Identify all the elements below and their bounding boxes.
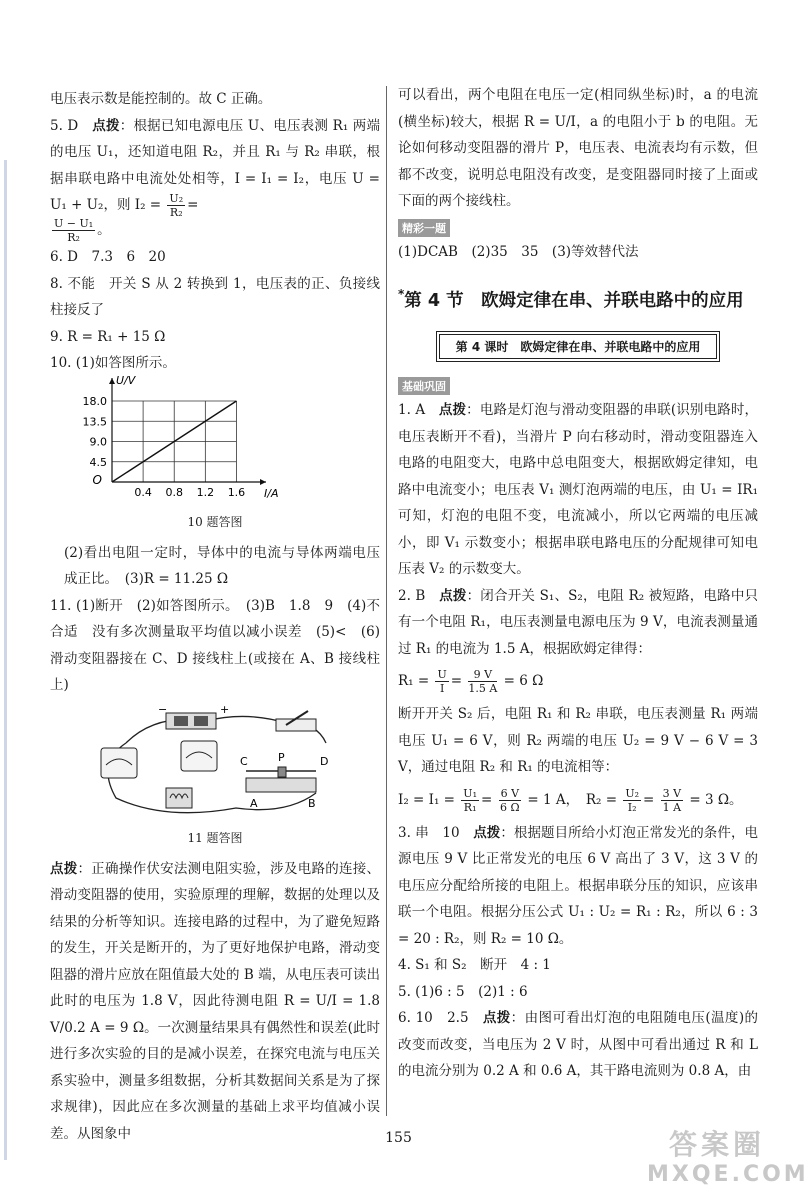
y-tick-label: 13.5 bbox=[82, 414, 107, 428]
eq-text: = 1 A， R₂ = bbox=[527, 791, 618, 808]
answer-11: 11. (1)断开 (2)如答图所示。 (3)B 1.8 9 (4)不合适 没有多次测量取平均值以减小误差 (5)< (6)滑动变阻器接在 C、D 接线柱上(或接在 A、B 接线柱上) bbox=[50, 597, 380, 693]
equation-1 bbox=[398, 668, 758, 695]
terminal-label: + bbox=[220, 702, 230, 716]
answer-3 bbox=[398, 820, 758, 953]
tip-label: 点拨 bbox=[92, 117, 120, 134]
fraction bbox=[661, 787, 683, 814]
answer-label: 2. B bbox=[398, 587, 426, 604]
section-title bbox=[398, 287, 758, 312]
answer-text: ：根据已知电源电压 U、电压表测 R₁ 两端的电压 U₁，还知道电阻 R₂，并且 R₁ 与 R₂ 串联，根据串联电路中电流处处相等，I = I₁ = I₂，电压 U = U₁ + U₂，则 I₂ = bbox=[50, 117, 381, 213]
answer-10-cont: (2)看出电阻一定时，导体中的电流与导体两端电压成正比。 (3)R = 11.25 Ω bbox=[64, 544, 380, 587]
terminal-label: − bbox=[158, 702, 168, 716]
answer-label: 1. A bbox=[398, 402, 426, 418]
equals: = bbox=[187, 197, 199, 213]
answer-5-cont bbox=[50, 217, 380, 244]
answer-6 bbox=[398, 1005, 758, 1085]
answer-label: 6. 10 2.5 bbox=[398, 1010, 469, 1026]
denominator: R₂ bbox=[169, 206, 183, 219]
x-tick-label: 1.6 bbox=[227, 485, 246, 499]
answer-8: 8. 不能 开关 S 从 2 转换到 1，电压表的正、负接线柱接反了 bbox=[50, 275, 380, 318]
terminal-label: P bbox=[278, 750, 285, 764]
equals: = bbox=[450, 673, 463, 689]
origin-label: O bbox=[92, 472, 102, 487]
left-column bbox=[50, 86, 380, 1147]
fraction bbox=[468, 668, 497, 695]
y-axis-arrow bbox=[109, 378, 115, 384]
answer-6: 6. D 7.3 6 20 bbox=[50, 249, 166, 265]
x-axis-label: I/A bbox=[264, 486, 279, 500]
terminal-label: A bbox=[250, 796, 258, 810]
answer-9: 9. R = R₁ + 15 Ω bbox=[50, 328, 166, 345]
section-tag: 基础巩固 bbox=[398, 377, 450, 395]
section-tag: 精彩一题 bbox=[398, 219, 450, 237]
eq-text: = 3 Ω。 bbox=[689, 791, 743, 808]
answer-text: ：闭合开关 S₁、S₂，电阻 R₂ 被短路，电路中只有一个电阻 R₁，电压表测量电源电压为 9 V，电流表测量通过 R₁ 的电流为 1.5 A，根据欧姆定律得： bbox=[398, 587, 759, 657]
eq-text: R₁ = bbox=[398, 673, 430, 689]
battery-icon bbox=[166, 713, 216, 729]
switch-icon bbox=[276, 719, 316, 731]
fraction bbox=[499, 787, 521, 814]
u-i-chart bbox=[72, 373, 279, 507]
right-column bbox=[398, 86, 758, 1085]
answer-1 bbox=[398, 397, 758, 583]
answer-5 bbox=[50, 113, 380, 220]
terminal-label: D bbox=[320, 754, 329, 768]
watermark-url: MXQE.COM bbox=[647, 1162, 809, 1187]
answer-label: 3. 串 10 bbox=[398, 824, 460, 841]
terminal-label: B bbox=[308, 796, 316, 810]
answer-4: 4. S₁ 和 S₂ 断开 4 : 1 bbox=[398, 957, 551, 973]
fraction bbox=[461, 787, 479, 814]
denominator: I bbox=[439, 682, 445, 695]
terminal-label: C bbox=[240, 754, 248, 768]
fraction bbox=[623, 787, 641, 814]
period: 。 bbox=[97, 222, 111, 238]
denominator: 1 A bbox=[662, 800, 682, 814]
denominator: 1.5 A bbox=[468, 682, 498, 695]
watermark-logo bbox=[647, 1128, 809, 1194]
numerator: U₂ bbox=[625, 786, 639, 800]
voltmeter-icon bbox=[181, 741, 217, 771]
denominator: R₁ bbox=[463, 800, 477, 814]
section-title-text: 第 4 节 欧姆定律在串、并联电路中的应用 bbox=[404, 291, 744, 311]
denominator: R₂ bbox=[67, 231, 80, 244]
numerator: 6 V bbox=[500, 786, 520, 800]
fraction bbox=[167, 192, 185, 219]
answer-5: 5. (1)6 : 5 (2)1 : 6 bbox=[398, 983, 528, 1000]
equals: = bbox=[643, 791, 655, 808]
numerator: U₁ bbox=[463, 786, 477, 800]
answer-2-cont: 断开开关 S₂ 后，电阻 R₁ 和 R₂ 串联，电压表测量 R₁ 两端电压 U₁ = 6 V，则 R₂ 两端的电压 U₂ = 9 V − 6 V = 3 V，通过电阻 R₂ 和 R₁ 的电流相等： bbox=[398, 706, 758, 775]
answer-2 bbox=[398, 583, 758, 663]
x-tick-label: 0.4 bbox=[134, 485, 152, 499]
tip-label: 点拨 bbox=[473, 824, 501, 841]
y-tick-label: 9.0 bbox=[89, 435, 107, 448]
answer-text: 可以看出，两个电阻在电压一定(相同纵坐标)时，a 的电流(横坐标)较大，根据 R = U/I，a 的电阻小于 b 的电阻。无论如何移动变阻器的滑片 P，电压表、电流表均有示数，但都不改变，说明总电阻没有改变，是变阻器同时接了上面或下面的两个接线柱。 bbox=[398, 87, 758, 209]
equation-2 bbox=[398, 787, 758, 814]
star-mark: * bbox=[398, 287, 405, 301]
y-tick-label: 18.0 bbox=[82, 394, 107, 408]
fraction bbox=[435, 668, 448, 695]
tip-label: 点拨 bbox=[438, 402, 467, 418]
figure-caption: 10 题答图 bbox=[187, 514, 243, 529]
resistor-icon bbox=[166, 788, 192, 808]
fraction bbox=[52, 217, 95, 244]
tip-label: 点拨 bbox=[482, 1010, 511, 1026]
numerator: 9 V bbox=[468, 668, 497, 682]
watermark-text: 答案圈 bbox=[668, 1128, 765, 1161]
answer-text: ：电路是灯泡与滑动变阻器的串联(识别电路时，电压表断开不看)，当滑片 P 向右移动时，滑动变阻器连入电路的电阻变大，电路中总电阻变大，根据欧姆定律知，电路中电流变小；电压表 V₁ 测灯泡两端的电压，由 U₁ = IR₁ 可知，灯泡的电阻不变，电流减小，所以它两端的电压减小，即 V₁ 示数变小；根据串联电路电压的分配规律可知电压表 V₂ 的示数变大。 bbox=[398, 402, 759, 577]
answer-text: ：根据题目所给小灯泡正常发光的条件，电源电压 9 V 比正常发光的电压 6 V 高出了 3 V，这 3 V 的电压应分配给所接的电阻上。根据串联分压的知识，应该串联一个电阻。根据分压公式 U₁ : U₂ = R₁ : R₂，所以 6 : 3 = 20 : R₂，则 R₂ = 10 Ω。 bbox=[398, 824, 759, 947]
y-tick-label: 4.5 bbox=[89, 455, 107, 469]
answer-label: 5. D bbox=[50, 117, 79, 134]
x-tick-label: 1.2 bbox=[196, 485, 215, 499]
denominator: 6 Ω bbox=[500, 800, 520, 814]
numerator: U₂ bbox=[169, 192, 184, 205]
answer-line: (1)DCAB (2)35 35 (3)等效替代法 bbox=[398, 243, 639, 260]
rheostat-icon bbox=[246, 778, 316, 792]
denominator: I₂ bbox=[627, 800, 637, 814]
eq-text: = 6 Ω bbox=[503, 673, 544, 689]
tip-label: 点拨 bbox=[439, 587, 467, 604]
numerator: 3 V bbox=[662, 786, 682, 800]
answer-text: ：由图可看出灯泡的电阻随电压(温度)的改变而改变，当电压为 2 V 时，从图中可看出通过 R 和 L 的电流分别为 0.2 A 和 0.6 A，其干路电流则为 0.8 A，由 bbox=[398, 1010, 758, 1079]
answer-11-tip bbox=[50, 856, 380, 1148]
numerator: U bbox=[437, 668, 447, 681]
answer-text: ：正确操作伏安法测电阻实验，涉及电路的连接、滑动变阻器的使用，实验原理的理解，数据的处理以及结果的分析等知识。连接电路的过程中，为了避免短路的发生，开关是断开的，为了更好地保护电路，滑动变阻器的滑片应放在阻值最大处的 B 端，从电压表可读出此时的电压为 1.8 V，因此待测电阻 R = U/I = 1.8 V/0.2 A = 9 Ω。一次测量结果具有偶然性和误差(此时进行多次实验的目的是减小误差，在探究电流与电压关系实验中，测量多组数据，分析其数据间关系是为了探求规律)，因此应在多次测量的基础上求平均值减小误差。从图象中 bbox=[50, 860, 381, 1142]
tip-label: 点拨 bbox=[50, 860, 78, 877]
x-axis-arrow bbox=[260, 479, 266, 485]
ammeter-icon bbox=[101, 748, 137, 778]
figure-caption: 11 题答图 bbox=[187, 830, 243, 845]
circuit-diagram bbox=[86, 703, 346, 823]
y-axis-label: U/V bbox=[116, 373, 136, 387]
binding-edge bbox=[4, 160, 7, 1160]
numerator: U − U₁ bbox=[54, 217, 94, 230]
answer-text: 电压表示数是能控制的。故 C 正确。 bbox=[50, 91, 272, 107]
answer-10: 10. (1)如答图所示。 bbox=[50, 355, 176, 371]
lesson-title: 第 4 课时 欧姆定律在串、并联电路中的应用 bbox=[439, 334, 717, 359]
column-divider bbox=[386, 86, 387, 1116]
page-number: 155 bbox=[385, 1130, 412, 1146]
equals: = bbox=[480, 791, 493, 808]
eq-text: I₂ = I₁ = bbox=[398, 791, 455, 808]
x-tick-label: 0.8 bbox=[165, 485, 183, 499]
